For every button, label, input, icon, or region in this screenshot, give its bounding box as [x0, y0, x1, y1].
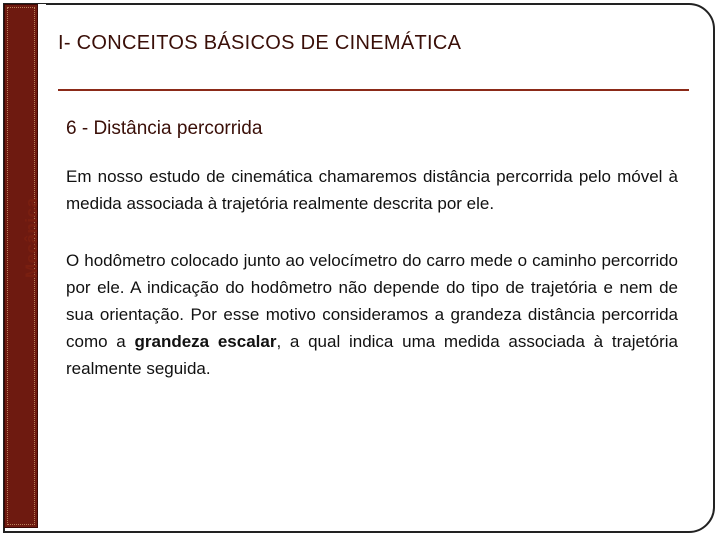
paragraph-2-text-a: O hodômetro colocado junto ao velocímetro do carro mede o caminho percorrido por ele. A indicação do hodômetro não depende do tipo de trajetória e nem de sua orientação. Por esse motivo consideramos a grandeza distância percorrida como a — [66, 251, 678, 351]
slide-title: I- CONCEITOS BÁSICOS DE CINEMÁTICA — [58, 32, 462, 54]
title-divider — [58, 89, 689, 91]
section-subtitle: 6 - Distância percorrida — [66, 118, 263, 139]
body-paragraph-2 — [66, 247, 678, 382]
body-paragraph-1: Em nosso estudo de cinemática chamaremos distância percorrida pelo móvel à medida associada à trajetória realmente descrita por ele. — [66, 167, 678, 213]
paragraph-2-bold-term: grandeza escalar — [134, 332, 277, 351]
sidebar-subject-label: Mecânica — [22, 197, 41, 278]
paragraph-2-text-b: , a qual indica uma medida associada à trajetória realmente seguida. — [66, 332, 678, 378]
